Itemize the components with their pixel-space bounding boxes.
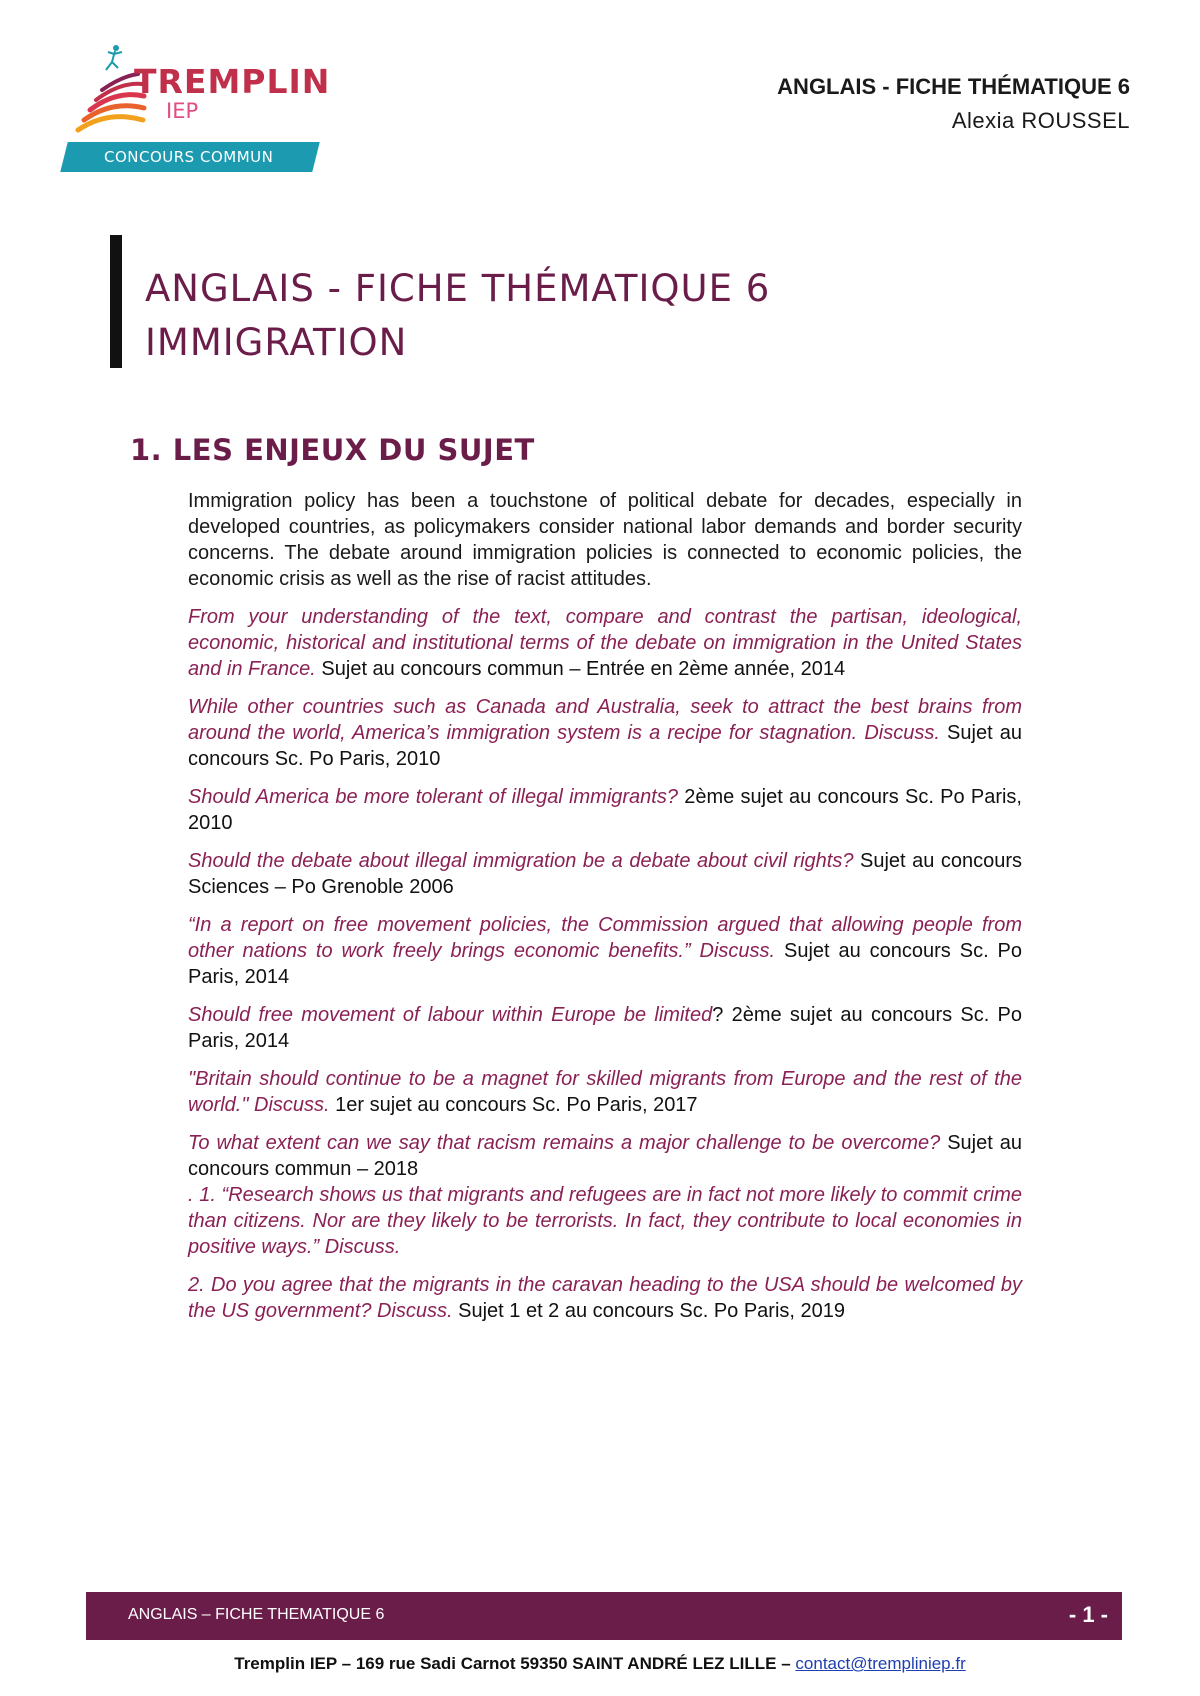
subject-question: 2. Do you agree that the migrants in the caravan heading to the USA should be welcomed by the US government? Discuss.	[188, 1274, 1022, 1322]
subject-source: Sujet au concours commun – 2018	[188, 1132, 1022, 1180]
subject-question: To what extent can we say that racism remains a major challenge to be overcome?	[188, 1132, 941, 1154]
subject-question: . 1. “Research shows us that migrants and refugees are in fact not more likely to commit crime than citizens. Nor are they likely to be terrorists. In fact, they contribute to local economies in positive ways.” Discuss.	[188, 1184, 1022, 1258]
subject-source: Sujet au concours Sc. Po Paris, 2010	[188, 722, 1022, 770]
page-number: - 1 -	[1068, 1602, 1108, 1627]
contact-email-link[interactable]: contact@trempliniep.fr	[795, 1654, 966, 1673]
subject-item	[188, 694, 1022, 772]
subject-source: Sujet au concours commun – Entrée en 2ème année, 2014	[315, 658, 846, 680]
document-title-line1: ANGLAIS - FICHE THÉMATIQUE 6	[145, 267, 771, 310]
subject-source: Sujet au concours Sciences – Po Grenoble 2006	[188, 850, 1023, 898]
subject-question: Should free movement of labour within Europe be limited	[188, 1004, 713, 1026]
subject-item	[188, 1130, 1022, 1182]
subject-source: Sujet au concours Sc. Po Paris, 2014	[188, 940, 1022, 988]
subject-source: ? 2ème sujet au concours Sc. Po Paris, 2014	[188, 1004, 1023, 1052]
subject-item	[188, 912, 1022, 990]
footer-label: ANGLAIS – FICHE THEMATIQUE 6	[128, 1606, 385, 1623]
subject-source: 2ème sujet au concours Sc. Po Paris, 2010	[188, 786, 1022, 834]
subject-source: Sujet 1 et 2 au concours Sc. Po Paris, 2019	[452, 1300, 846, 1322]
header-author: Alexia ROUSSEL	[951, 108, 1130, 133]
section-heading: 1. LES ENJEUX DU SUJET	[130, 433, 535, 467]
subject-item	[188, 1272, 1022, 1324]
subject-item	[188, 848, 1022, 900]
address-text: Tremplin IEP – 169 rue Sadi Carnot 59350 SAINT ANDRÉ LEZ LILLE –	[234, 1654, 796, 1673]
subject-item	[188, 604, 1022, 682]
logo-title: TREMPLIN	[134, 62, 331, 101]
tremplin-logo	[62, 40, 331, 175]
document-title	[145, 262, 770, 370]
logo-subtitle: IEP	[166, 99, 199, 123]
subject-item	[188, 784, 1022, 836]
subject-question: “In a report on free movement policies, the Commission argued that allowing people from other nations to work freely brings economic benefits.” Discuss.	[188, 914, 1022, 962]
subject-source: 1er sujet au concours Sc. Po Paris, 2017	[329, 1094, 698, 1116]
footer-bar	[86, 1592, 1122, 1640]
intro-paragraph: Immigration policy has been a touchstone of political debate for decades, especially in developed countries, as policymakers consider national labor demands and border security concerns. The debate around immigration policies is connected to economic policies, the economic crisis as well as the rise of racist attitudes.	[188, 490, 1022, 590]
subject-item	[188, 1182, 1022, 1260]
document-title-line2: IMMIGRATION	[145, 321, 408, 364]
subject-item	[188, 1066, 1022, 1118]
subject-question: Should America be more tolerant of illegal immigrants?	[188, 786, 678, 808]
subject-question: While other countries such as Canada and Australia, seek to attract the best brains from around the world, America’s immigration system is a recipe for stagnation. Discuss.	[188, 696, 1022, 744]
section-content	[188, 488, 1022, 1336]
subject-question: "Britain should continue to be a magnet for skilled migrants from Europe and the rest of the world." Discuss.	[188, 1068, 1022, 1116]
footer-address	[0, 1654, 1200, 1674]
title-accent-bar	[110, 235, 122, 368]
subject-question: From your understanding of the text, compare and contrast the partisan, ideological, economic, historical and institutional terms of the debate on immigration in the United States and in France.	[188, 606, 1022, 680]
subject-item	[188, 1002, 1022, 1054]
subject-question: Should the debate about illegal immigration be a debate about civil rights?	[188, 850, 854, 872]
logo-banner-text: CONCOURS COMMUN	[104, 148, 274, 166]
header-title: ANGLAIS - FICHE THÉMATIQUE 6	[777, 74, 1130, 99]
